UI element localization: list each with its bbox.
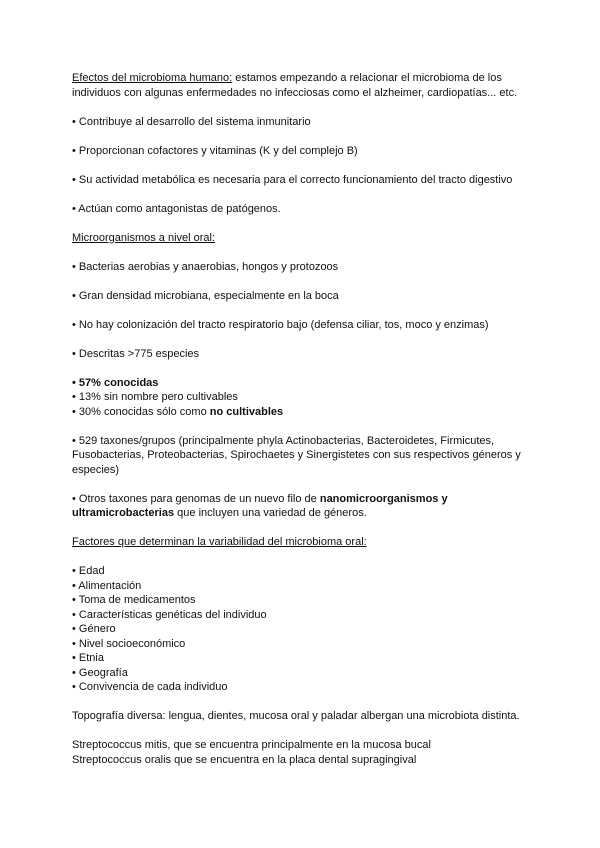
breakdown-noncultivable: • 30% conocidas sólo como no cultivables	[72, 405, 284, 418]
section-heading-oral: Microorganismos a nivel oral:	[72, 231, 216, 244]
known-percent: 57% conocidas	[78, 376, 159, 389]
factor-item: • Edad	[72, 565, 105, 577]
noncultivable-label: no cultivables	[209, 405, 284, 418]
section-heading-effects: Efectos del microbioma humano:	[72, 72, 233, 84]
factor-item: • Toma de medicamentos	[72, 594, 196, 606]
section-heading-factors: Factores que determinan la variabilidad del microbioma oral:	[72, 536, 367, 548]
bullet-bacteria: • Bacterias aerobias y anaerobias, hongos y protozoos	[72, 260, 339, 273]
bullet-species: • Descritas >775 especies	[72, 347, 200, 360]
topography-paragraph: Topografía diversa: lengua, dientes, mucosa oral y paladar albergan una microbiota distinta.	[72, 710, 520, 722]
breakdown-unnamed: • 13% sin nombre pero cultivables	[72, 391, 238, 403]
factor-item: • Geografía	[72, 666, 128, 679]
nano-label: nanomicroorganismos y ultramicrobacterias	[72, 492, 448, 519]
streptococcus-oralis: Streptococcus oralis que se encuentra en la placa dental supragingival	[72, 753, 417, 766]
factor-item: • Etnia	[72, 652, 104, 664]
bullet-density: • Gran densidad microbiana, especialmente en la boca	[72, 289, 339, 302]
bullet-antagonists: • Actúan como antagonistas de patógenos.	[72, 202, 281, 215]
species-breakdown	[72, 376, 542, 420]
factor-item: • Género	[72, 623, 116, 635]
factors-list	[72, 564, 542, 695]
intro-paragraph	[72, 71, 542, 100]
bullet-vitamins: • Proporcionan cofactores y vitaminas (K y del complejo B)	[72, 144, 358, 157]
bullet-taxa: • 529 taxones/grupos (principalmente phyla Actinobacterias, Bacteroidetes, Firmicutes, Fusobacterias, Proteobacterias, Spirochaetes y Sinergistetes con sus respectivos géneros y especies)	[72, 434, 521, 476]
bullet-respiratory: • No hay colonización del tracto respiratorio bajo (defensa ciliar, tos, moco y enzimas)	[72, 318, 489, 331]
factor-item: • Nivel socioeconómico	[72, 637, 186, 650]
breakdown-known: • 57% conocidas	[72, 376, 159, 389]
streptococcus-lines	[72, 738, 542, 767]
bullet-other-taxa: • Otros taxones para genomas de un nuevo filo de nanomicroorganismos y ultramicrobacterias que incluyen una variedad de géneros.	[72, 492, 448, 519]
factor-item: • Alimentación	[72, 579, 142, 592]
bullet-immune: • Contribuye al desarrollo del sistema inmunitario	[72, 115, 311, 128]
streptococcus-mitis: Streptococcus mitis, que se encuentra principalmente en la mucosa bucal	[72, 739, 431, 751]
factor-item: • Convivencia de cada individuo	[72, 681, 228, 693]
factor-item: • Características genéticas del individuo	[72, 608, 267, 621]
document-page	[72, 71, 542, 767]
bullet-metabolic: • Su actividad metabólica es necesaria para el correcto funcionamiento del tracto digestivo	[72, 173, 513, 186]
intro-text: estamos empezando a relacionar el microbioma de los individuos con algunas enfermedades no infecciosas como el alzheimer, cardiopatías... etc.	[72, 72, 518, 99]
